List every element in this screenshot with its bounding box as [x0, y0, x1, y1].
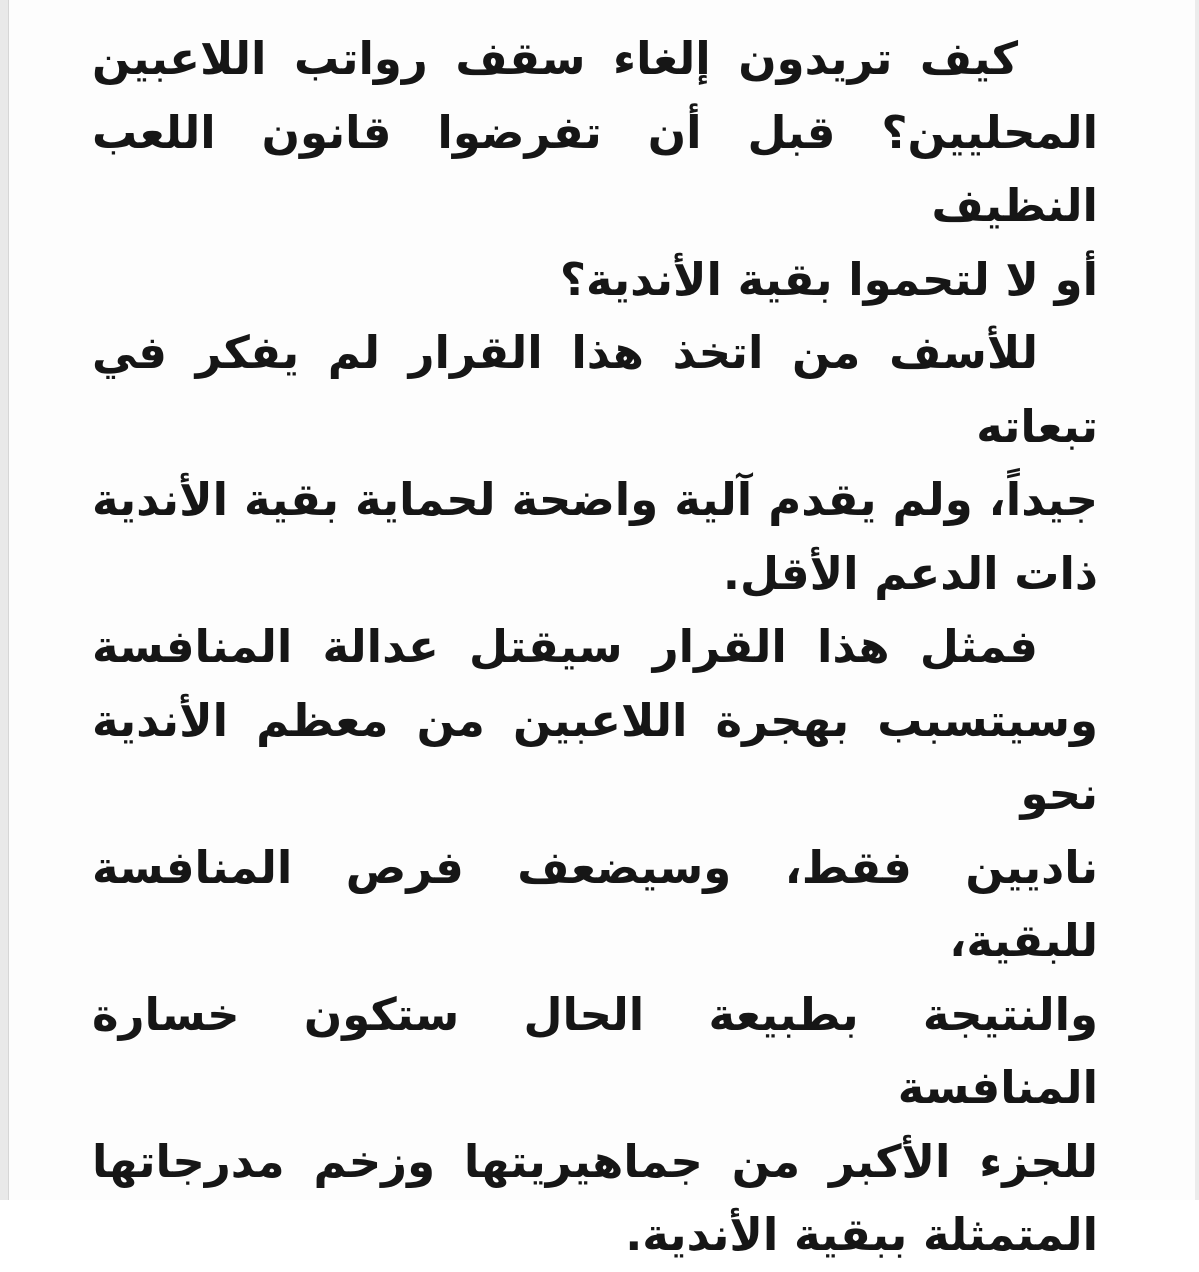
text-line: للجزء الأكبر من جماهيريتها وزخم مدرجاتها [92, 1134, 1098, 1188]
paragraph-1 [92, 22, 1098, 316]
text-line: والنتيجة بطبيعة الحال ستكون خسارة المنافسة [92, 987, 1098, 1114]
text-line: ذات الدعم الأقل. [722, 546, 1098, 600]
text-line: المتمثلة ببقية الأندية. [625, 1208, 1098, 1261]
text-line: ناديين فقط، وسيضعف فرص المنافسة للبقية، [92, 840, 1098, 967]
page-edge-right [1195, 0, 1199, 1200]
paragraph-3 [92, 610, 1098, 1272]
page-edge-left [0, 0, 9, 1200]
text-line: فمثل هذا القرار سيقتل عدالة المنافسة [92, 620, 1038, 673]
text-line: أو لا لتحموا بقية الأندية؟ [559, 252, 1098, 306]
article-column [92, 22, 1098, 1272]
text-line: كيف تريدون إلغاء سقف رواتب اللاعبين [92, 32, 1018, 85]
text-line: للأسف من اتخذ هذا القرار لم يفكر في تبعاته [92, 326, 1098, 453]
text-line: وسيتسبب بهجرة اللاعبين من معظم الأندية نحو [92, 693, 1098, 820]
paragraph-2 [92, 316, 1098, 610]
text-line: المحليين؟ قبل أن تفرضوا قانون اللعب النظيف [92, 105, 1098, 232]
text-line: جيداً، ولم يقدم آلية واضحة لحماية بقية الأندية [92, 473, 1098, 526]
